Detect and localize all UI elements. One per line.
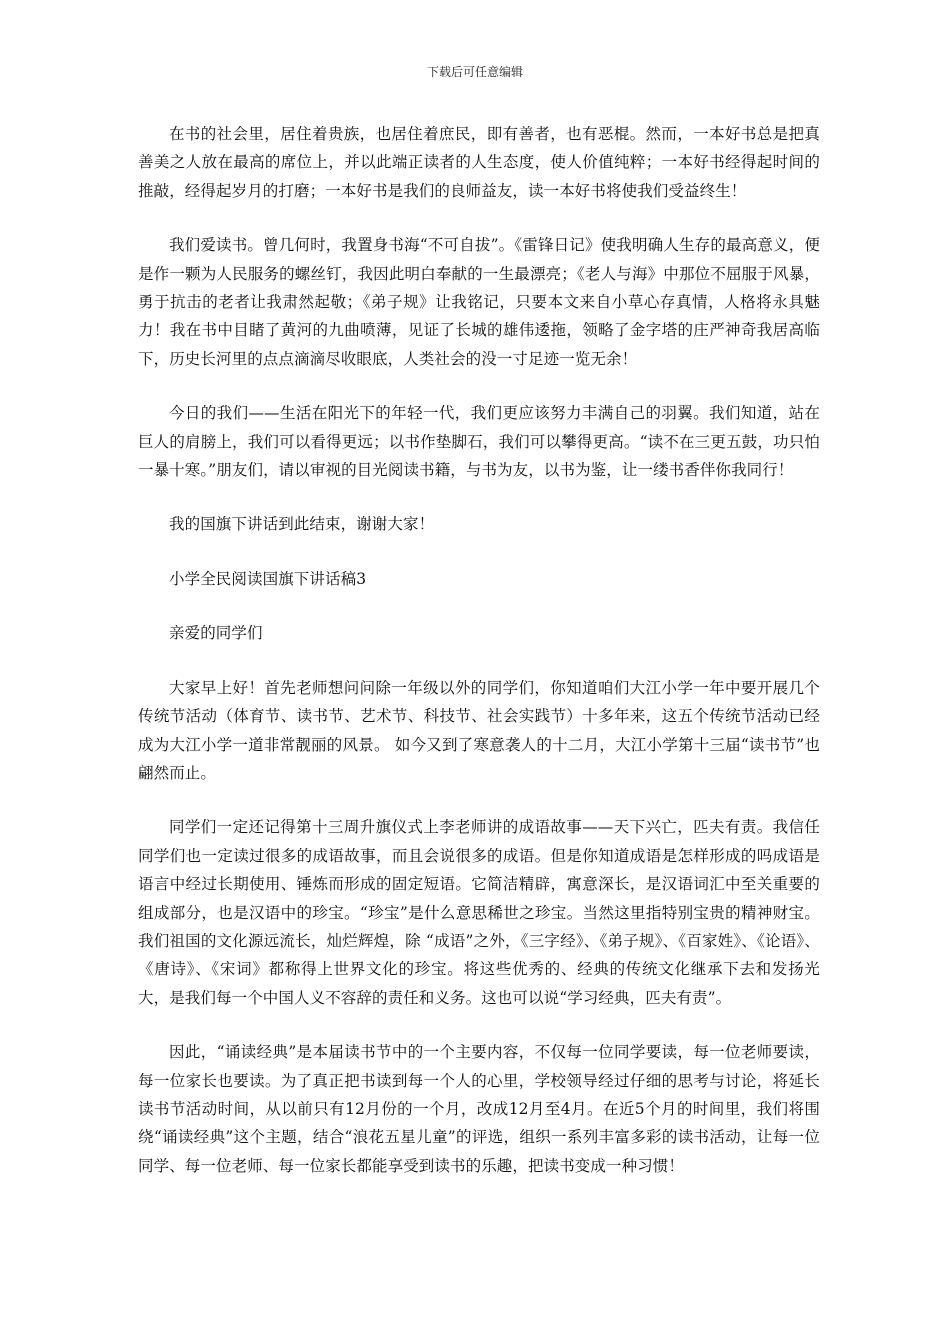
page-header-note: 下载后可任意编辑 [426,65,523,79]
document-body [138,120,820,1180]
section-title: 小学全民阅读国旗下讲话稿3 [169,569,367,588]
paragraph-festivals: 大家早上好！首先老师想问问除一年级以外的同学们，你知道咱们大江小学一年中要开展几个传统节活动（体育节、读书节、艺术节、科技节、社会实践节）十多年来，这五个传统节活动已经成为大江小学一道非常靓丽的风景。 如今又到了寒意袭人的十二月，大江小学第十三届“读书节”也翩然而止。 [138,678,820,782]
salutation: 亲爱的同学们 [169,624,263,643]
paragraph-love-reading: 我们爱读书。曾几何时，我置身书海“不可自拔”。《雷锋日记》使我明确人生存的最高意义，便是作一颗为人民服务的螺丝钉，我因此明白奉献的一生最漂亮；《老人与海》中那位不屈服于风暴，勇于抗击的老者让我肃然起敬；《弟子规》让我铭记，只要本文来自小草心存真情，人格将永具魅力！我在书中目睹了黄河的九曲喷薄，见证了长城的雄伟逶拖，领略了金字塔的庄严神奇我居高临下，历史长河里的点点滴滴尽收眼底，人类社会的没一寸足迹一览无余！ [138,236,820,368]
paragraph-closing: 我的国旗下讲话到此结束，谢谢大家！ [169,515,435,534]
paragraph-young-generation: 今日的我们——生活在阳光下的年轻一代，我们更应该努力丰满自己的羽翼。我们知道，站在巨人的肩膀上，我们可以看得更远；以书作垫脚石，我们可以攀得更高。“读不在三更五鼓，功只怕一暴十寒。”朋友们，请以审视的目光阅读书籍，与书为友，以书为鉴，让一缕书香伴你我同行！ [138,404,820,480]
paragraph-good-books: 在书的社会里，居住着贵族，也居住着庶民，即有善者，也有恶棍。然而，一本好书总是把真善美之人放在最高的席位上，并以此端正读者的人生态度，使人价值纯粹；一本好书经得起时间的推敲，经得起岁月的打磨；一本好书是我们的良师益友，读一本好书将使我们受益终生！ [138,125,820,200]
paragraph-idioms: 同学们一定还记得第十三周升旗仪式上李老师讲的成语故事——天下兴亡，匹夫有责。我信任同学们也一定读过很多的成语故事，而且会说很多的成语。但是你知道成语是怎样形成的吗成语是语言中经过长期使用、锤炼而形成的固定短语。它简洁精辟，寓意深长，是汉语词汇中至关重要的组成部分，也是汉语中的珍宝。“珍宝”是什么意思稀世之珍宝。当然这里指特别宝贵的精神财宝。我们祖国的文化源远流长，灿烂辉煌，除 “成语”之外，《三字经》、《弟子规》、《百家姓》、《论语》、《唐诗》、《宋词》都称得上世界文化的珍宝。将这些优秀的、经典的传统文化继承下去和发扬光大，是我们每一个中国人义不容辞的责任和义务。这也可以说“学习经典，匹夫有责”。 [138,818,820,1007]
paragraph-classics-reading: 因此，“诵读经典”是本届读书节中的一个主要内容，不仅每一位同学要读，每一位老师要读，每一位家长也要读。为了真正把书读到每一个人的心里，学校领导经过仔细的思考与讨论，将延长读书节活动时间，从以前只有12月份的一个月，改成12月至4月。在近5个月的时间里，我们将围绕“诵读经典”这个主题，结合“浪花五星儿童”的评选，组织一系列丰富多彩的读书活动，让每一位同学、每一位老师、每一位家长都能享受到读书的乐趣，把读书变成一种习惯！ [138,1043,820,1175]
